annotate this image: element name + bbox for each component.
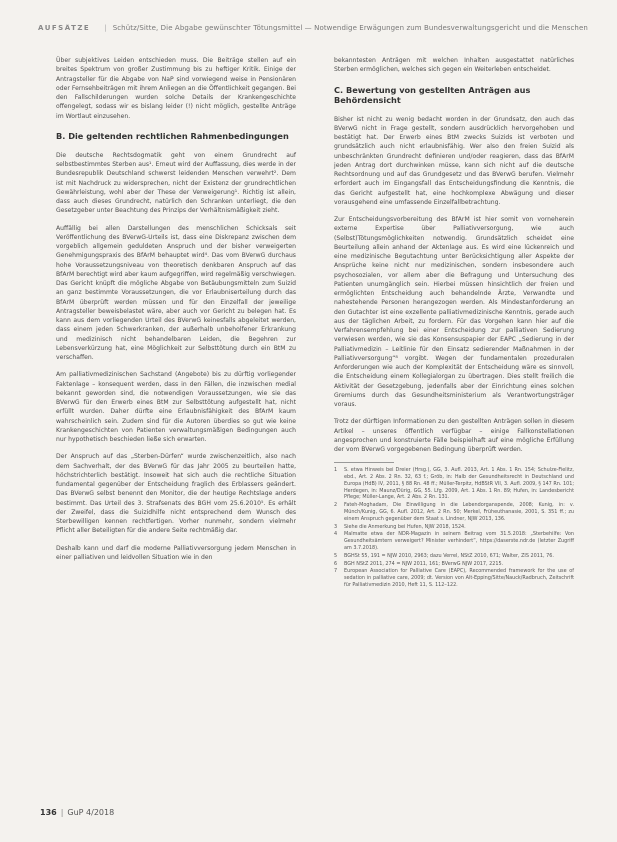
- paragraph: Trotz der dürftigen Informationen zu den gestellten Anträgen sollen in diesem Artikel – unseres öffentlich verfügbar – einige Fallkonstellationen angesprochen und konstruierte Fälle beispielhaft auf eine mögliche Erfüllung der vom BVerwG vorgegebenen Bedingung überprüft werden.: [334, 418, 574, 453]
- header-separator: |: [104, 24, 107, 32]
- paragraph: Der Anspruch auf das „Sterben-Dürfen“ wurde zwischenzeitlich, also nach dem Sachverhalt, der des BVerwG für das Jahr 2005 zu beurteilen hatte, höchstrichterlich bestätigt. Insoweit hat sich auch die rechtliche Situation fundamental gegenüber der Entscheidung fraglich des Erblassers geändert. Das BVerwG selbst benennt den Monitor, die der heutige Rechtslage anders bestimmt. Das Urteil des 3. Strafsenats des BGH vom 25.6.2010⁵. Es erhält der Zweifel, dass die Suizidhilfe nicht entsprechend dem Wunsch des Sterbewilligen kennen rechtfertigen. Vorher nunmehr, sondern vielmehr Pflicht aller Beteiligten für die andere Seite rechtmäßig dar.: [56, 453, 296, 535]
- footnote-text: Siehe die Anmerkung bei Hufen, NJW 2018, 1524.: [344, 523, 466, 530]
- paragraph: Die deutsche Rechtsdogmatik geht von einem Grundrecht auf selbstbestimmtes Sterben aus¹. Erneut wird der Auffassung, dies werde in der Bundesrepublik Deutschland schwerst leidenden Menschen verwehrt². Dem ist mit Nachdruck zu widersprechen, nicht der Existenz der grundrechtlichen Gewährleistung, wohl aber der These der Verweigerung¹. Richtig ist allein, dass auch dieses Grundrecht, natürlich den Schranken unterliegt, die den Gesetzgeber unter Beachtung des Prinzips der Verhältnismäßigkeit zieht.: [56, 151, 296, 215]
- running-title: Schütz/Sitte, Die Abgabe gewünschter Tötungsmittel — Notwendige Erwägungen zum Bundesverwaltungsgericht und die Menschen: [112, 24, 588, 32]
- footnote: [334, 531, 574, 551]
- footnote-number: 5: [334, 552, 338, 559]
- running-header: [38, 24, 598, 32]
- paragraph: bekanntesten Anträgen mit welchen Inhalten ausgestattet natürliches Sterben ermöglichen, welches sich gegen ein Weiterleben entscheidet.: [334, 57, 574, 74]
- paragraph: Zur Entscheidungsvorbereitung des BfArM ist hier somit von vorneherein externe Expertise über Palliativversorgung, wie auch (Selbst)Tötungsmöglichkeiten notwendig. Grundsätzlich scheidet eine Beurteilung allein anhand der Aktenlage aus. Es wird eine lückenreich und eine medizinische Begutachtung unter Berücksichtigung aller Aspekte der Ansprüche keine nicht nur medizinischen, sondern insbesondere auch psychosozialen, vor allem aber die Befragung und Untersuchung des Patienten unumgänglich sein. Hierbei müssen hinsichtlich der freien und ermöglichten Entscheidung auch behandelnde Ärzte, Verwandte und nahestehende Personen herangezogen werden. Als Mindestanforderung an den Gutachter ist eine exzellente palliativmedizinische Kenntnis, gerade auch aus der täglichen Arbeit, zu fordern. Für das Vorgehen kann hier auf die Verfahrensempfehlung bei einer Entscheidung zur palliativen Sedierung verwiesen werden, wie sie das Konsensuspapier der EAPC „Sedierung in der Palliativmedizin – Leitlinie für den Einsatz sedierender Maßnahmen in der Palliativversorgung“⁸ vorgibt. Wegen der fundamentalen prozeduralen Anforderungen wie auch der Komplexität der Entscheidung wäre es sinnvoll, die Entscheidung einem Kollegialorgan zu übertragen. Dies stellt freilich die Aktivität der Gesetzgebung, jedenfalls aber der Einrichtung eines solchen Gremiums durch das Gesundheitsministerium als Verantwortungsträger voraus.: [334, 216, 574, 408]
- footnote: [334, 561, 574, 568]
- footnote-text: BGH NStZ 2011, 274 = NJW 2011, 161; BVerwG NJW 2017, 2215.: [344, 560, 504, 567]
- footnote: [334, 568, 574, 588]
- footnote-text: Malmatte etwa der NDR-Magazin in seinem Beitrag vom 31.5.2018: „Sterbehilfe: Von Gesundheitsämtern verweigert? Minister verhindert“, https://daserste.ndr.de (letzter Zugriff am 3.7.2018).: [344, 531, 574, 552]
- footnote-text: Fateh-Moghadam, Die Einwilligung in die Lebendorganspende, 2008; Kunig, in: v. Münch/Kunig, GG, 6. Aufl. 2012, Art. 2 Rn. 50; Merkel, Früheuthanasie, 2001, S. 351 ff.; zu einem Anspruch gegenüber dem Staat s. Lindner, NJW 2013, 136.: [344, 502, 574, 522]
- right-column: [334, 56, 574, 590]
- paragraph: Über subjektives Leiden entschieden muss. Die Beiträge stellen auf ein breites Spektrum von großer Zustimmung bis zu heftiger Kritik. Einige der Antragsteller für die Abgabe von NaP sind vorwiegend weise in Pensionären oder Fernsehbeiträgen mit ihrem Anliegen an die Öffentlichkeit gegangen. Bei den Fallschilderungen wurden solche Details der Krankengeschichte offengelegt, sodass wir es bislang leider (!) nicht möglich, gestellte Anträge im Wortlaut einzusehen.: [56, 57, 296, 120]
- paragraph: Deshalb kann und darf die moderne Palliativversorgung jedem Menschen in einer palliativen und leidvollen Situation wie in den: [56, 544, 296, 561]
- paragraph: Am palliativmedizinischen Sachstand (Angebote) bis zu dürftig vorliegender Faktenlage – konsequent werden, dass in den Fällen, die inzwischen medial bekannt geworden sind, die notwendigen Voraussetzungen, wie sie das BVerwG für den Erwerb eines BtM zur Selbsttötung aufgestellt hat, nicht erfüllt wurden. Daher dürfte eine Erlaubnisfähigkeit des BfArM kaum wahrscheinlich sein. Zudem sind für die Autoren überdies so gut wie keine Krankengeschichten von Patienten verwaltungsmäßigen Bedingungen auch nur hypothetisch beschieden ließe sich erwarten.: [56, 371, 296, 443]
- paragraph: Bisher ist nicht zu wenig bedacht worden in der Grundsatz, den auch das BVerwG nicht in Frage gestellt, sondern ausdrücklich hervorgehoben und bestätigt hat. Der Erwerb eines BtM zwecks Suizids ist verboten und grundsätzlich auch nicht erlaubnisfähig. Wer also den freien Suizid als unbeschränkten Grundrecht definieren und/oder reagieren, dass das BfArM jeden Antrag dort durchwinken müsse, kann sich nicht auf die deutsche Rechtsordnung und auf das Grundgesetz und das BVerwG berufen. Vielmehr erfordert auch im Eingangsfall das Entscheidungsfindung die Kenntnis, die das Gericht aufgestellt hat, eine hochkomplexe Abwägung und dieser vorausgehend eine umfassende Einzelfallbetrachtung.: [334, 115, 574, 206]
- section-heading-c: C. Bewertung von gestellten Anträgen aus Behördensicht: [334, 84, 531, 105]
- footnote: [334, 502, 574, 522]
- footer-separator: |: [60, 808, 64, 817]
- footnote: [334, 467, 574, 501]
- footnote-number: 6: [334, 560, 338, 567]
- page-footer: [40, 808, 114, 817]
- footnote-number: 7: [334, 568, 338, 575]
- section-heading-b: B. Die geltenden rechtlichen Rahmenbedingungen: [56, 130, 289, 141]
- footnote: [334, 553, 574, 560]
- left-column: [56, 56, 296, 570]
- footnote-number: 1: [334, 467, 338, 474]
- footnote-text: S. etwa Hinweis bei Dreier (Hrsg.), GG, 3. Aufl. 2013, Art. 1 Abs. 1 Rn. 154; Schulze-Fielitz, ebd., Art. 2 Abs. 2 Rn. 32, 63 f.; Gröb, in: Halb der Gesundheitsrecht in Deutschland und Europa (HdB) IV, 2011, § 88 Rn. 48 ff.; Müller-Terpitz, HdBStR VII, 3. Aufl. 2009, § 147 Rn. 101; Herdegen, in: Maunz/Dürig, GG, 55. Lfg. 2009, Art. 1 Abs. 1 Rn. 89; Hufen, in: Landesbericht Pflege; Müller-Lange, Art. 2 Abs. 2 Rn. 131.: [344, 467, 574, 501]
- footnote-text: BGHSt 55, 191 = NJW 2010, 2963; dazu Verrel, NStZ 2010, 671; Walter, ZIS 2011, 76.: [344, 552, 554, 559]
- footnote: [334, 524, 574, 531]
- section-label: AUFSÄTZE: [38, 24, 91, 32]
- page-number: 136: [40, 808, 57, 817]
- paragraph: Auffällig bei allen Darstellungen des menschlichen Schicksals seit Veröffentlichung des BVerwG-Urteils ist, dass eine Diskrepanz zwischen dem vorgeblich allgemein geduldeten Anspruch und der bisher verweigerten Genehmigungspraxis des BfArM behauptet wird⁴. Das vom BVerwG durchaus hohe Voraussetzungsniveau von theoretisch denkbaren Anspruch auf das BfArM berechtigt wird aber kaum aufgegriffen, wird regelmäßig verschwiegen. Das Gericht knüpft die mögliche Abgabe von Betäubungsmitteln zum Suizid an ganz bestimmte Voraussetzungen, die vor Erlaubniserteilung durch das BfArM überprüft werden müssen und für den Einzelfall der jeweilige Antragsteller beweisbelastet wäre, aber auch vor Gericht zu belegen hat. Es kann aus dem vorliegenden Urteil des BVerwG keinesfalls abgeleitet werden, dass einem jeden Schwerkranken, der außerhalb unbeholfener Erkrankung und medizinisch nicht behandelbaren Leiden, die Begehren zur Lebensverkürzung hat, eine Möglichkeit zur Selbsttötung durch ein BtM zu verschaffen.: [56, 224, 296, 361]
- footnote-number: 2: [334, 502, 338, 509]
- footnote-text: European Association for Palliative Care (EAPC), Recommended framework for the use of sedation in palliative care, 2009; dt. Version von Alt-Epping/Sitte/Nauck/Radbruch, Zeitschrift für Palliativmedizin 2010, Heft 11, S. 112–122.: [344, 568, 574, 588]
- footnote-number: 4: [334, 531, 338, 538]
- footnote-rule: [334, 462, 394, 463]
- journal-issue: GuP 4/2018: [67, 808, 115, 817]
- footnotes: [334, 467, 574, 589]
- footnote-number: 3: [334, 523, 338, 530]
